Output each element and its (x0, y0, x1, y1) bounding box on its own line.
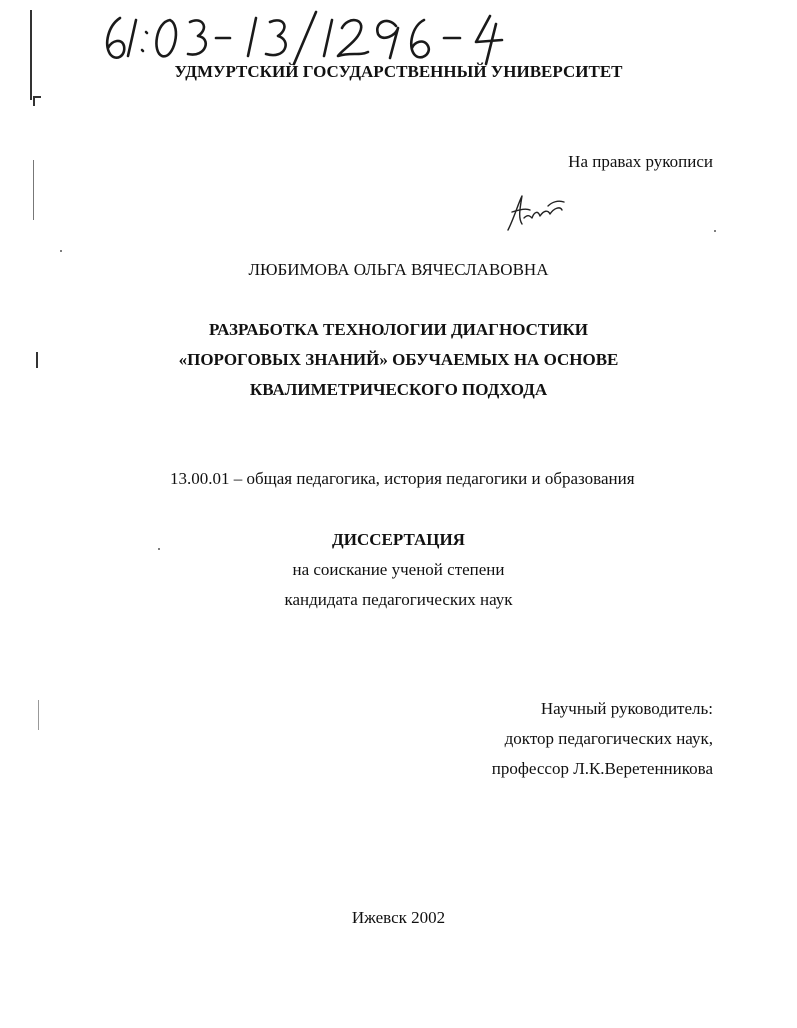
scan-edge-mark (33, 160, 34, 220)
handwritten-signature (500, 188, 570, 236)
document-type: ДИССЕРТАЦИЯ (332, 530, 465, 549)
manuscript-rights-note: На правах рукописи (568, 152, 713, 171)
supervisor-heading: Научный руководитель: (540, 699, 713, 718)
scan-edge-mark (30, 10, 32, 100)
degree-line: на соискание ученой степени (292, 560, 505, 579)
degree-line: кандидата педагогических наук (284, 590, 513, 609)
dissertation-title-line: КВАЛИМЕТРИЧЕСКОГО ПОДХОДА (249, 380, 548, 399)
dissertation-title-line: «ПОРОГОВЫХ ЗНАНИЙ» ОБУЧАЕМЫХ НА ОСНОВЕ (178, 350, 619, 369)
scan-edge-mark (33, 96, 35, 106)
handwritten-archive-code (98, 6, 528, 66)
scan-speck (60, 250, 62, 252)
specialty-code: 13.00.01 – общая педагогика, история педагогики и образования (170, 469, 635, 488)
supervisor-degree: доктор педагогических наук, (504, 729, 713, 748)
place-and-year: Ижевск 2002 (351, 908, 446, 927)
scan-edge-mark (38, 700, 39, 730)
author-name: ЛЮБИМОВА ОЛЬГА ВЯЧЕСЛАВОВНА (248, 260, 549, 279)
university-name: УДМУРТСКИЙ ГОСУДАРСТВЕННЫЙ УНИВЕРСИТЕТ (174, 62, 623, 81)
scan-speck (714, 230, 716, 232)
supervisor-name: профессор Л.К.Веретенникова (491, 759, 713, 778)
dissertation-title-line: РАЗРАБОТКА ТЕХНОЛОГИИ ДИАГНОСТИКИ (208, 320, 589, 339)
